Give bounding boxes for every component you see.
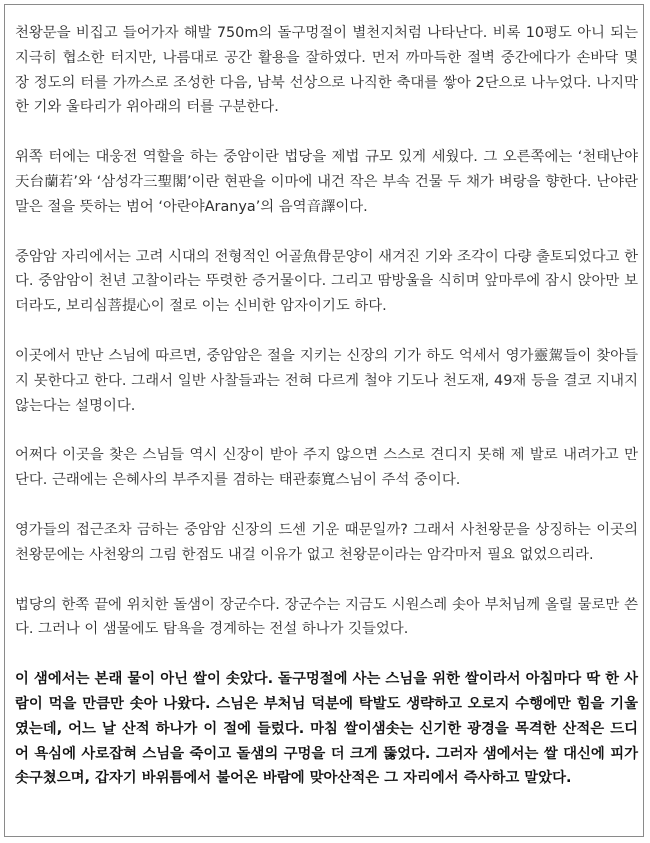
paragraph-roof-tiles: 중암암 자리에서는 고려 시대의 전형적인 어골魚骨문양이 새겨진 기와 조각이 다량 출토되었다고 한다. 중암암이 천년 고찰이라는 뚜렷한 증거물이다. 그리고 땀방울을 식히며 앞마루에 잠시 앉아만 보더라도, 보리심菩提心이 절로 이는 신비한 암자이기도 하다. [15, 248, 638, 315]
paragraph-rice-spring-legend: 이 샘에서는 본래 물이 아닌 쌀이 솟았다. 돌구멍절에 사는 스님을 위한 쌀이라서 아침마다 딱 한 사람이 먹을 만큼만 솟아 나왔다. 스님은 부처님 덕분에 탁발도 생략하고 오로지 수행에만 힘을 기울였는데, 어느 날 산적 하나가 이 절에 들렀다. 마침 쌀이샘솟는 신기한 광경을 목격한 산적은 드디어 욕심에 사로잡혀 스님을 죽이고 돌샘의 구멍을 더 크게 뚫었다. 그러자 샘에서는 쌀 대신에 피가 솟구쳤으며, 갑자기 바위틈에서 불어온 바람에 맞아산적은 그 자리에서 즉사하고 말았다. [15, 671, 638, 787]
page-frame [4, 4, 644, 837]
paragraph-upper-terrace: 위쪽 터에는 대웅전 역할을 하는 중암이란 법당을 제법 규모 있게 세웠다. 그 오른쪽에는 ‘천태난야天台蘭若’와 ‘삼성각三聖閣’이란 현판을 이마에 내건 작은 부속 건물 두 채가 벼랑을 향한다. 난야란 말은 절을 뜻하는 범어 ‘아란야Aranya’의 음역音譯이다. [15, 149, 638, 215]
paragraph-cheonwangmun-meaning: 영가들의 접근조차 금하는 중암암 신장의 드센 기운 때문일까? 그래서 사천왕문을 상징하는 이곳의 천왕문에는 사천왕의 그림 한점도 내걸 이유가 없고 천왕문이라는 암각마저 필요 없었으리라. [15, 521, 638, 563]
paragraph-cheonwangmun: 천왕문을 비집고 들어가자 해발 750m의 돌구멍절이 별천지처럼 나타난다. 비록 10평도 아니 되는 지극히 협소한 터지만, 나름대로 공간 활용을 잘하였다. 먼저 까마득한 절벽 중간에다가 손바닥 몇 장 정도의 터를 가까스로 조성한 다음, 남북 선상으로 나직한 축대를 쌓아 2단으로 나누었다. 나지막한 기와 울타리가 위아래의 터를 구분한다. [15, 25, 638, 116]
document-body [15, 21, 638, 791]
paragraph-visiting-monks: 어쩌다 이곳을 찾은 스님들 역시 신장이 받아 주지 않으면 스스로 견디지 못해 제 발로 내려가고 만단다. 근래에는 은혜사의 부주지를 겸하는 태관泰寬스님이 주석 중이다. [15, 447, 638, 489]
paragraph-janggunsu: 법당의 한쪽 끝에 위치한 돌샘이 장군수다. 장군수는 지금도 시원스레 솟아 부처님께 올릴 물로만 쓴다. 그러나 이 샘물에도 탐욕을 경계하는 전설 하나가 깃들었다. [15, 596, 638, 638]
paragraph-guardian-spirit: 이곳에서 만난 스님에 따르면, 중암암은 절을 지키는 신장의 기가 하도 억세서 영가靈駕들이 찾아들지 못한다고 한다. 그래서 일반 사찰들과는 전혀 다르게 철야 기도나 천도재, 49재 등을 결코 지내지 않는다는 설명이다. [15, 347, 638, 414]
